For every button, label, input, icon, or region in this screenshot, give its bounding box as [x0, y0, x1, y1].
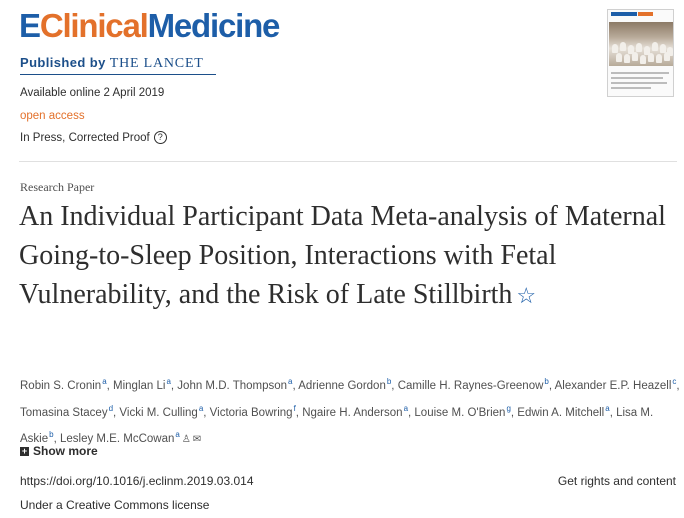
publisher-line[interactable] — [20, 55, 204, 72]
author-link[interactable]: Camille H. Raynes-Greenow$^b$ — [397, 377, 549, 392]
journal-cover-thumbnail[interactable] — [607, 9, 674, 97]
author-link[interactable]: Edwin A. Mitchell$^a$ — [517, 403, 610, 419]
cover-masthead — [611, 12, 655, 17]
article-type: Research Paper — [20, 180, 95, 194]
question-circle-icon[interactable]: ? — [154, 131, 167, 144]
author-link[interactable]: Louise M. O'Brien$^g$ — [414, 403, 511, 419]
article-title — [19, 197, 679, 315]
article-title-text: An Individual Participant Data Meta-analysis of Maternal Going-to-Sleep Position, Interactions with Fetal Vulnerability, and the Risk of Late Stillbirth — [19, 201, 666, 310]
header-divider — [19, 161, 677, 162]
author-link[interactable]: Victoria Bowring$^f$ — [209, 403, 296, 419]
envelope-icon[interactable]: ✉ — [192, 434, 202, 445]
article-status — [20, 131, 167, 144]
publisher-underline — [20, 74, 216, 75]
author-link[interactable]: Vicki M. Culling$^a$ — [119, 403, 204, 419]
cover-text-lines — [611, 72, 671, 92]
author-link[interactable]: Robin S. Cronin$^a$ — [20, 377, 107, 392]
logo-clinical: Clinical — [39, 7, 148, 44]
author-link[interactable]: Lesley M.E. McCowan$^a$ — [59, 430, 180, 445]
author-link[interactable]: Tomasina Stacey$^d$ — [20, 403, 114, 419]
plus-icon: + — [21, 445, 28, 456]
logo-medicine: Medicine — [147, 7, 280, 44]
author-link[interactable]: Minglan Li$^a$ — [113, 377, 171, 392]
rights-link[interactable]: Get rights and content — [557, 474, 676, 488]
publisher-name: THE LANCET — [109, 56, 204, 71]
logo-letter-e: E — [19, 7, 40, 44]
author-link[interactable]: Alexander E.P. Heazell$^c$ — [554, 377, 677, 392]
show-more-button[interactable] — [20, 444, 98, 458]
author-link[interactable]: Ngaire H. Anderson$^a$ — [302, 403, 409, 419]
person-icon[interactable]: ♙ — [181, 434, 191, 445]
author-link[interactable]: Adrienne Gordon$^b$ — [298, 377, 392, 392]
author-link[interactable]: John M.D. Thompson$^a$ — [177, 377, 293, 392]
show-more-label: Show more — [33, 444, 98, 458]
journal-logo[interactable] — [19, 9, 279, 42]
author-list: Robin S. Cronin$^a$, Minglan Li$^a$, John M.D. Thompson$^a$, Adrienne Gordon$^b$, Camille H. Raynes-Greenow$^b$, Alexander E.P. Heazell$^c$, Tomasina Stacey$^d$, Vicki M. Culling$^a$, Victoria Bowring$^f$, Ngaire H. Anderson$^a$, Louise M. O'Brien$^g$, Edwin A. Mitchell$^a$, Lisa M. Askie$^b$, Lesley M.E. McCowan$^a$ ♙ ✉ — [20, 377, 680, 445]
cover-photo — [609, 22, 673, 66]
article-status-text: In Press, Corrected Proof — [20, 131, 150, 144]
doi-link[interactable]: https://doi.org/10.1016/j.eclinm.2019.03.014 — [20, 474, 254, 488]
star-outline-icon[interactable]: ☆ — [516, 283, 537, 308]
open-access-badge: open access — [20, 110, 85, 122]
published-by-label: Published by — [20, 55, 106, 70]
available-online-date: Available online 2 April 2019 — [20, 87, 165, 99]
license-link[interactable]: Under a Creative Commons license — [20, 498, 210, 512]
author-link[interactable]: Lisa M. Askie$^b$ — [20, 406, 654, 445]
